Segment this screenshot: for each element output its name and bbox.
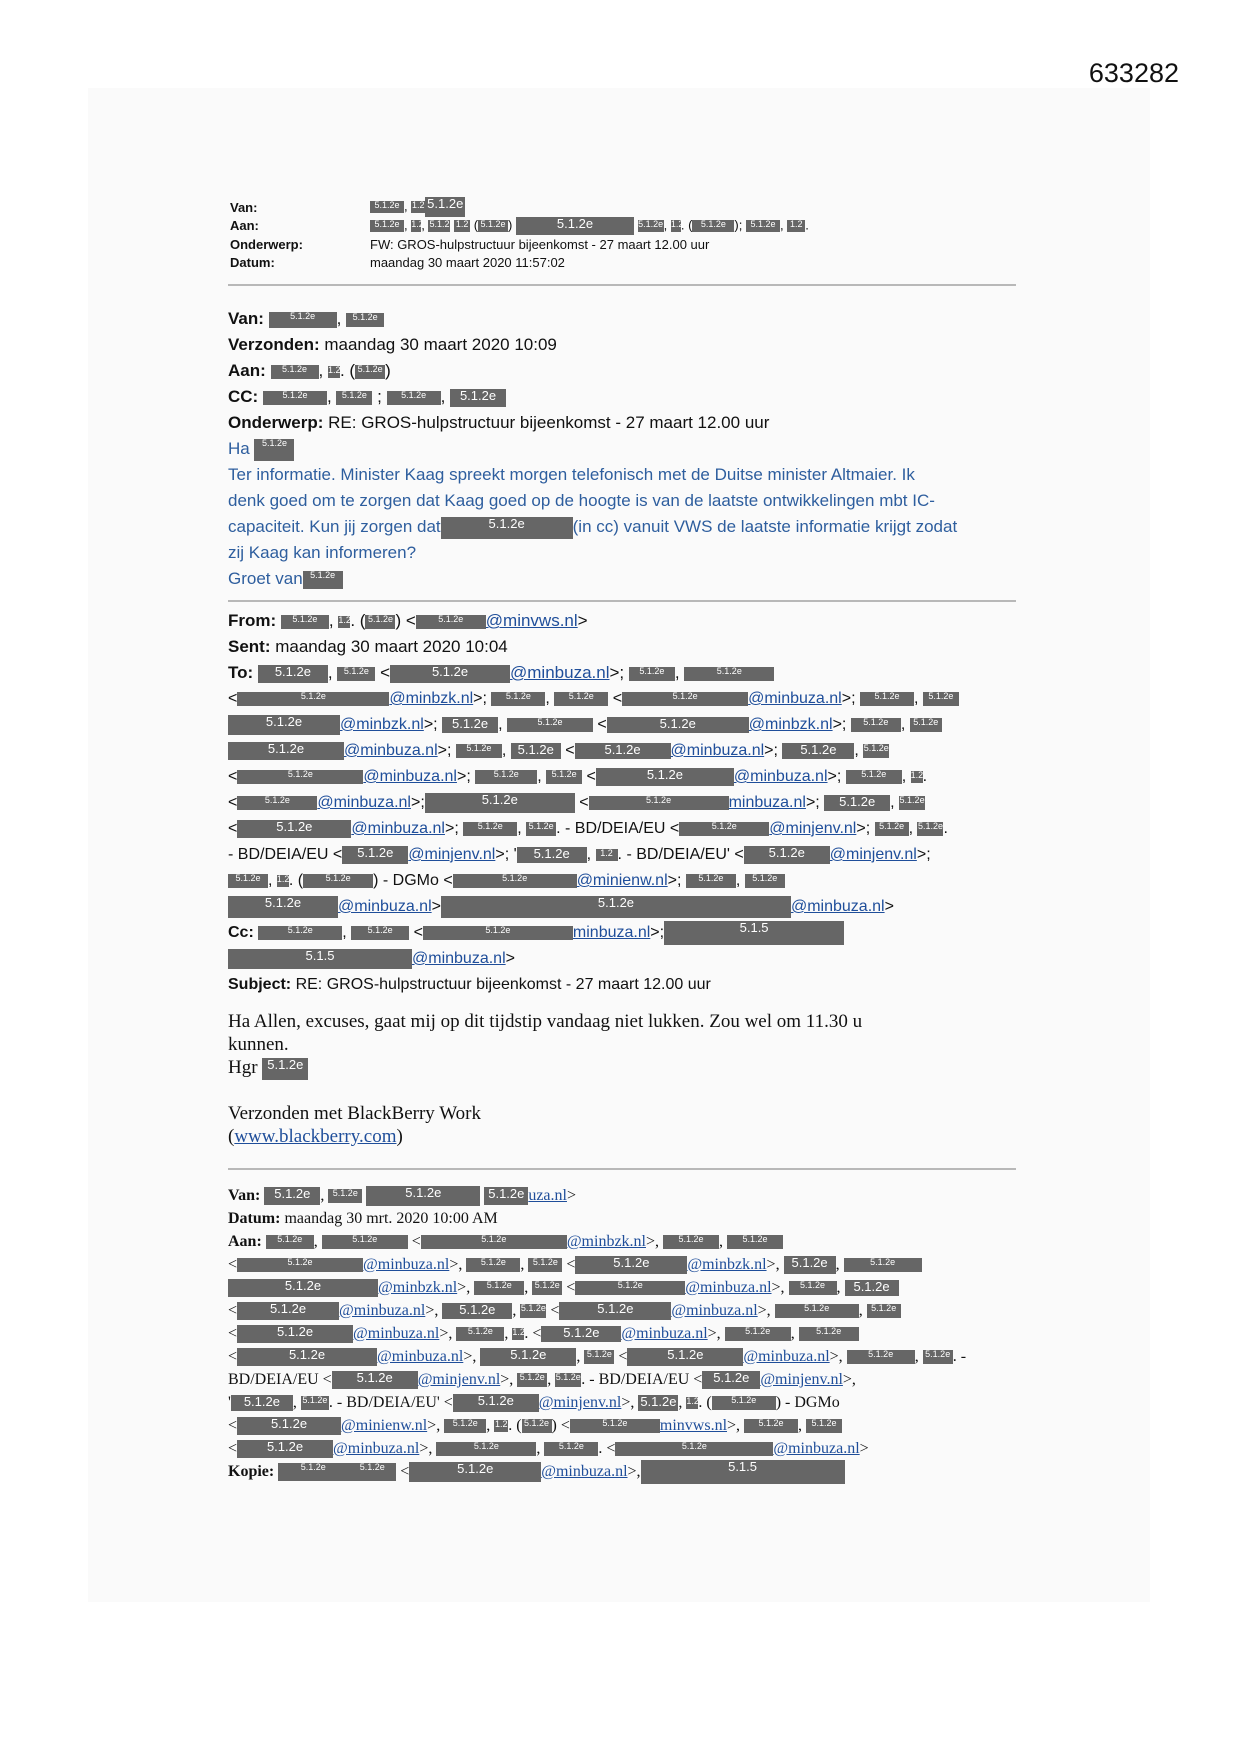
redaction: 5.1.2e: [484, 1187, 528, 1205]
recipient-line: 5.1.2e @minbuza.nl>; 5.1.2e , 5.1.2e < 5.1.2e @minbuza.nl>; 5.1.2e , 5.1.2e: [228, 738, 1018, 764]
mail1-cc: CC: 5.1.2e , 5.1.2e ; 5.1.2e , 5.1.2e: [228, 384, 1018, 410]
mail1-van: Van: 5.1.2e , 5.1.2e: [228, 306, 1018, 332]
mail-3: [228, 1184, 1018, 1483]
redaction: 5.1.2e: [725, 1327, 791, 1341]
redaction: 5.1.2e: [303, 874, 373, 888]
redaction: 1.2: [512, 1328, 524, 1340]
redaction: 5.1.2e: [346, 313, 384, 327]
redaction: 5.1.2e: [423, 926, 573, 940]
header-van: Van: 5.1.2e , 1.2 5.1.2e: [230, 198, 809, 217]
email-link[interactable]: @minbzk.nl: [389, 690, 474, 707]
redaction: 5.1.2e: [478, 220, 508, 232]
forward-header: [230, 198, 809, 272]
redaction: 5.1.2e: [875, 822, 909, 836]
redaction: 5.1.2e: [663, 1235, 719, 1249]
redaction: 5.1.2e: [516, 217, 634, 235]
email-link[interactable]: minbuza.nl: [572, 924, 651, 941]
redaction: 5.1.2e: [453, 1394, 539, 1412]
redaction: 5.1.2e: [278, 1463, 348, 1481]
redaction: 5.1.2e: [442, 717, 498, 733]
redaction: 5.1.2e: [844, 1258, 922, 1272]
redaction: 5.1.2e: [281, 615, 329, 629]
redaction: 5.1.2e: [441, 896, 791, 918]
email-link[interactable]: @minjenv.nl: [760, 1371, 843, 1388]
redaction: 5.1.2e: [923, 692, 959, 706]
header-aan: Aan: 5.1.2e , 1.2, 5.1.2 1.2 ( 5.1.2e ) 5.1.2e 5.1.2e, 1.2. ( 5.1.2e ); 5.1.2e , 1.2 .: [230, 215, 809, 234]
redaction: 5.1.2e: [712, 1396, 776, 1410]
redaction: 5.1.2e: [336, 391, 372, 405]
mail2-from: From: 5.1.2e , 1.2. ( 5.1.2e ) < 5.1.2e @minvws.nl>: [228, 611, 588, 630]
redaction: 1.2: [671, 220, 681, 232]
email-link[interactable]: @minbuza.nl: [790, 898, 885, 915]
redaction: 5.1.2e: [917, 822, 943, 836]
redaction: 5.1.2e: [463, 822, 517, 836]
redaction: 5.1.2e: [522, 1419, 552, 1433]
redaction: 5.1.2e: [450, 389, 506, 407]
redaction: 5.1.2e: [409, 1462, 541, 1482]
redaction: 5.1.2e: [254, 439, 294, 461]
redaction: 5.1.2e: [337, 667, 375, 681]
recipient-line: BD/DEIA/EU < 5.1.2e @minjenv.nl>, 5.1.2e , 5.1.2e. - BD/DEIA/EU < 5.1.2e @minjenv.nl>,: [228, 1370, 856, 1388]
redaction: 1.2: [411, 201, 425, 213]
email-link[interactable]: @minjenv.nl: [538, 1394, 622, 1411]
redaction: 5.1.2e: [237, 1440, 333, 1458]
redaction: 5.1.2e: [789, 1281, 837, 1295]
redaction: 5.1.2e: [425, 793, 575, 813]
redaction: 5.1.2e: [555, 1373, 581, 1387]
redaction: 5.1.2e: [554, 692, 608, 706]
redaction: 5.1.2e: [799, 1327, 859, 1341]
recipient-line: < 5.1.2e @minbuza.nl>, 5.1.2e , 5.1.2e < 5.1.2e @minbzk.nl>, 5.1.2e , 5.1.2e: [228, 1253, 1018, 1276]
recipient-line: 5.1.2e @minbuza.nl> 5.1.2e @minbuza.nl>: [228, 894, 1018, 920]
redaction: 5.1.2e: [351, 926, 409, 940]
redaction: 5.1.2e: [303, 571, 343, 589]
email-link[interactable]: @minbuza.nl: [621, 1325, 708, 1342]
redaction: 5.1.2e: [702, 1371, 760, 1389]
mail-2-recipients: [228, 686, 1018, 998]
redaction: 5.1.2e: [228, 742, 344, 760]
redaction: 5.1.2e: [846, 770, 902, 784]
email-link[interactable]: @minbuza.nl: [685, 1279, 772, 1296]
recipient-line: ' 5.1.2e , 5.1.2e. - BD/DEIA/EU' < 5.1.2e @minjenv.nl>, 5.1.2e , 1.2. ( 5.1.2e ) - DGMo: [228, 1393, 840, 1411]
redaction: 5.1.2e: [237, 1302, 339, 1320]
email-link[interactable]: @minbuza.nl: [333, 1440, 420, 1457]
redaction: 5.1.2e: [387, 391, 441, 405]
redaction: 5.1.2e: [575, 1281, 685, 1295]
redaction: 5.1.2e: [517, 847, 587, 863]
redaction: 5.1.2e: [744, 846, 830, 864]
redaction: 5.1.2e: [348, 1463, 396, 1481]
redaction: 1.2: [596, 849, 618, 861]
redaction: 5.1.2e: [692, 220, 734, 232]
redaction: 1.2: [787, 220, 805, 232]
email-link[interactable]: @minbuza.nl: [351, 820, 445, 837]
redaction: 5.1.2e: [264, 1187, 320, 1205]
divider: [228, 284, 1016, 286]
redaction: 5.1.2e: [679, 822, 769, 836]
mail2-sent: Sent: maandag 30 maart 2020 10:04: [228, 637, 508, 656]
redaction: 5.1.2e: [475, 770, 537, 784]
redaction: 5.1.2e: [421, 1235, 567, 1249]
email-link[interactable]: @minbuza.nl: [338, 898, 432, 915]
header-datum: Datum: maandag 30 maart 2020 11:57:02: [230, 255, 565, 271]
redaction: 5.1.2e: [559, 1302, 671, 1320]
recipient-line: 5.1.2e @minbzk.nl>, 5.1.2e , 5.1.2e < 5.1.2e @minbuza.nl>, 5.1.2e , 5.1.2e: [228, 1276, 1018, 1299]
divider: [228, 600, 1016, 602]
redaction: 5.1.2e: [237, 820, 351, 838]
recipient-line: < 5.1.2e @minienw.nl>, 5.1.2e , 1.2. ( 5.1.2e ) < 5.1.2e minvws.nl>, 5.1.2e , 5.1.2e: [228, 1414, 1018, 1437]
email-link[interactable]: @minbuza.nl: [339, 1302, 426, 1319]
redaction: 5.1.2e: [546, 770, 582, 784]
email-link[interactable]: @minjenv.nl: [829, 846, 917, 863]
email-link[interactable]: @minjenv.nl: [769, 820, 857, 837]
email-link[interactable]: minbuza.nl: [728, 794, 806, 811]
mail3-van: Van: 5.1.2e , 5.1.2e 5.1.2e 5.1.2e uza.nl>: [228, 1184, 1018, 1207]
redaction: 5.1.2e: [228, 874, 268, 888]
redaction: 5.1.2e: [867, 1304, 901, 1318]
redaction: 5.1.2e: [441, 517, 573, 539]
redaction: 5.1.2e: [365, 615, 395, 629]
email-link[interactable]: @minbuza.nl: [733, 768, 828, 785]
redaction: 5.1.2e: [686, 874, 736, 888]
redaction: 5.1.2e: [575, 743, 671, 759]
header-onderwerp: Onderwerp: FW: GROS-hulpstructuur bijeenkomst - 27 maart 12.00 uur: [230, 236, 710, 252]
redaction: 5.1.2e: [466, 1258, 520, 1272]
redaction: 5.1.2e: [544, 1442, 598, 1456]
redaction: 5.1.2e: [596, 768, 734, 786]
redaction: 5.1.2e: [615, 1442, 773, 1456]
mail2-cc: Cc: 5.1.2e , 5.1.2e < 5.1.2e minbuza.nl>; 5.1.5: [228, 920, 1018, 946]
redaction: 1.2: [911, 771, 923, 783]
redaction: 5.1.2e: [237, 1348, 377, 1366]
recipient-line: 5.1.2e , 1.2. ( 5.1.2e ) - DGMo < 5.1.2e @minienw.nl>; 5.1.2e , 5.1.2e: [228, 868, 1018, 894]
redaction: 5.1.2e: [532, 1281, 562, 1295]
redaction: 5.1.2e: [301, 1396, 329, 1410]
redaction: 5.1.2e: [266, 1235, 314, 1249]
mail-1: [228, 306, 1018, 592]
email-link[interactable]: @minbuza.nl: [363, 1256, 450, 1273]
redaction: 5.1.2: [428, 220, 450, 232]
redaction: 5.1.2e: [237, 770, 363, 784]
email-link[interactable]: @minbuza.nl: [510, 663, 610, 682]
redaction: 5.1.2e: [491, 692, 545, 706]
redaction: 5.1.2e: [237, 1325, 353, 1343]
redaction: 5.1.2e: [847, 1350, 915, 1364]
recipient-line: 5.1.2e @minbzk.nl>; 5.1.2e , 5.1.2e < 5.1.2e @minbzk.nl>; 5.1.2e , 5.1.2e: [228, 712, 1018, 738]
redaction: 5.1.2e: [444, 1419, 486, 1433]
redaction: 5.1.2e: [425, 197, 465, 217]
redaction: 5.1.2e: [860, 692, 914, 706]
email-link[interactable]: @minbuza.nl: [541, 1463, 628, 1480]
redaction: 5.1.2e: [640, 1394, 677, 1410]
redaction: 5.1.2e: [416, 615, 486, 629]
redaction: 5.1.2e: [745, 874, 785, 888]
redaction: 5.1.2e: [237, 1417, 341, 1435]
redaction: 5.1.2e: [541, 1326, 621, 1342]
redaction: 5.1.2e: [570, 1419, 660, 1433]
redaction: 5.1.2e: [474, 1281, 524, 1295]
redaction: 5.1.2e: [456, 1327, 504, 1341]
redaction: 5.1.5: [664, 921, 844, 945]
divider: [228, 1168, 1016, 1170]
recipient-line: < 5.1.2e @minbuza.nl>; 5.1.2e , 5.1.2e . - BD/DEIA/EU < 5.1.2e @minjenv.nl>; 5.1.2e , 5.1.2e.: [228, 818, 948, 837]
redaction: 5.1.2e: [684, 667, 774, 681]
redaction: 5.1.2e: [851, 718, 901, 732]
redaction: 5.1.2e: [775, 1304, 859, 1318]
redaction: 5.1.2e: [237, 796, 317, 810]
redaction: 5.1.2e: [824, 795, 890, 811]
redaction: 5.1.2e: [366, 1186, 480, 1206]
redaction: 5.1.2e: [228, 896, 338, 918]
redaction: 5.1.2e: [228, 715, 340, 735]
redaction: 5.1.2e: [575, 1256, 687, 1274]
document-id: 633282: [1088, 58, 1179, 88]
email-link[interactable]: @minbuza.nl: [773, 1440, 860, 1457]
recipient-line: - BD/DEIA/EU < 5.1.2e @minjenv.nl>; ' 5.1.2e , 1.2 . - BD/DEIA/EU' < 5.1.2e @minjenv.nl>;: [228, 844, 931, 863]
email-link[interactable]: @minienw.nl: [576, 872, 668, 889]
redaction: 5.1.2e: [370, 201, 404, 213]
recipient-line: < 5.1.2e @minbuza.nl>, 5.1.2e , 5.1.2e < 5.1.2e @minbuza.nl>, 5.1.2e , 5.1.2e: [228, 1299, 1018, 1322]
recipient-line: < 5.1.2e @minbuza.nl>; 5.1.2e , 5.1.2e < 5.1.2e @minbuza.nl>; 5.1.2e , 1.2.: [228, 766, 928, 785]
redaction: 5.1.2e: [258, 926, 342, 940]
mail1-onderwerp: Onderwerp: RE: GROS-hulpstructuur bijeenkomst - 27 maart 12.00 uur: [228, 413, 770, 432]
email-link[interactable]: @minbuza.nl: [743, 1348, 830, 1365]
redaction: 5.1.2e: [442, 1303, 512, 1319]
email-link[interactable]: @minbzk.nl: [340, 716, 424, 733]
recipient-line: < 5.1.2e @minbuza.nl>, 5.1.2e , 5.1.2e . < 5.1.2e @minbuza.nl>: [228, 1439, 869, 1457]
redaction: 1.2: [328, 366, 340, 378]
redaction: 5.1.2e: [627, 1348, 743, 1366]
redaction: 5.1.2e: [258, 665, 328, 683]
redaction: 5.1.2e: [507, 718, 593, 732]
redaction: 5.1.2e: [231, 1395, 293, 1411]
email-link[interactable]: @minbuza.nl: [344, 742, 438, 759]
redaction: 5.1.2e: [390, 665, 510, 683]
mail1-body: denk goed om te zorgen dat Kaag goed op de hoogte is van de laatste ontwikkelingen mbt IC-: [228, 491, 935, 510]
redaction: 5.1.2e: [237, 1258, 363, 1272]
redaction: 5.1.2e: [453, 874, 577, 888]
redaction: 5.1.5: [228, 949, 412, 969]
recipient-line: 5.1.5 @minbuza.nl>: [228, 946, 1018, 972]
mail1-closing: Groet van 5.1.2e: [228, 566, 1018, 592]
mail-2-body: Ha Allen, excuses, gaat mij op dit tijdstip vandaag niet lukken. Zou wel om 11.30 u kunnen. Hgr 5.1.2e Verzonden met BlackBerry Work (www.blackberry.com): [228, 1011, 863, 1147]
email-link[interactable]: @minbuza.nl: [671, 1302, 758, 1319]
email-link[interactable]: minvws.nl: [659, 1417, 728, 1434]
redaction: 5.1.2e: [784, 1256, 836, 1274]
email-link[interactable]: @minjenv.nl: [408, 846, 496, 863]
redaction: 5.1.2e: [744, 1419, 798, 1433]
mail1-body: capaciteit. Kun jij zorgen dat 5.1.2e (in cc) vanuit VWS de laatste informatie krijgt zodat: [228, 514, 1018, 540]
redaction: 5.1.2e: [436, 1442, 536, 1456]
mail1-body: zij Kaag kan informeren?: [228, 543, 417, 562]
redaction: 5.1.2e: [517, 1373, 547, 1387]
recipient-line: < 5.1.2e @minbuza.nl>; 5.1.2e < 5.1.2e minbuza.nl>; 5.1.2e , 5.1.2e: [228, 791, 925, 811]
blackberry-link[interactable]: www.blackberry.com: [234, 1126, 397, 1147]
redaction: 1.2: [277, 875, 289, 887]
redaction: 1.2: [411, 220, 421, 232]
redaction: 5.1.2e: [528, 1258, 562, 1272]
redaction: 5.1.2e: [355, 365, 385, 379]
redaction: 5.1.2e: [899, 796, 925, 810]
redaction: 1.2: [454, 220, 470, 232]
redaction: 5.1.2e: [237, 692, 389, 706]
redaction: 5.1.2e: [629, 667, 675, 681]
redaction: 5.1.2e: [480, 1348, 576, 1366]
redaction: 5.1.2e: [269, 312, 337, 328]
email-link[interactable]: @minbuza.nl: [377, 1348, 464, 1365]
email-link[interactable]: @minbzk.nl: [378, 1279, 458, 1296]
redaction: 5.1.2e: [589, 796, 729, 810]
email-link[interactable]: uza.nl: [528, 1187, 567, 1204]
redaction: 5.1.2e: [328, 1189, 362, 1203]
mail1-greeting: Ha 5.1.2e: [228, 436, 1018, 462]
mail2-to: To: 5.1.2e , 5.1.2e < 5.1.2e @minbuza.nl>; 5.1.2e , 5.1.2e: [228, 660, 1018, 686]
redaction: 5.1.5: [641, 1460, 845, 1484]
email-link[interactable]: @minbuza.nl: [412, 950, 506, 967]
recipient-line: < 5.1.2e @minbzk.nl>; 5.1.2e , 5.1.2e < 5.1.2e @minbuza.nl>; 5.1.2e , 5.1.2e: [228, 686, 1018, 712]
email-link[interactable]: @minjenv.nl: [417, 1371, 501, 1388]
redaction: 5.1.2e: [910, 718, 942, 732]
redaction: 5.1.2e: [456, 744, 502, 758]
redaction: 5.1.2e: [332, 1371, 418, 1389]
redaction: 5.1.2e: [782, 743, 854, 759]
redaction: 5.1.2e: [262, 1058, 308, 1080]
email-link[interactable]: @minbzk.nl: [566, 1233, 646, 1250]
redaction: 5.1.2e: [727, 1235, 783, 1249]
redaction: 5.1.2e: [638, 220, 664, 232]
email-link[interactable]: @minbuza.nl: [748, 690, 842, 707]
email-link[interactable]: @minbuza.nl: [363, 768, 457, 785]
redaction: 5.1.2e: [520, 1304, 546, 1318]
email-link[interactable]: @minbuza.nl: [317, 794, 411, 811]
redaction: 5.1.2e: [370, 220, 404, 232]
redaction: 5.1.2e: [228, 1279, 378, 1297]
mail1-aan: Aan: 5.1.2e , 1.2. ( 5.1.2e ): [228, 361, 391, 380]
redaction: 5.1.2e: [845, 1280, 899, 1296]
redaction: 5.1.2e: [607, 717, 749, 733]
mail3-aan: Aan: 5.1.2e , 5.1.2e < 5.1.2e @minbzk.nl>, 5.1.2e , 5.1.2e: [228, 1230, 1018, 1253]
redaction: 5.1.2e: [806, 1419, 842, 1433]
mail3-datum: Datum: maandag 30 mrt. 2020 10:00 AM: [228, 1210, 498, 1227]
redaction: 1.2: [494, 1420, 508, 1432]
redaction: 5.1.2e: [263, 391, 327, 405]
redaction: 5.1.2e: [271, 365, 319, 379]
redaction: 5.1.2e: [584, 1350, 614, 1364]
mail3-kopie: Kopie: 5.1.2e 5.1.2e < 5.1.2e @minbuza.nl>, 5.1.5: [228, 1460, 1018, 1483]
email-link[interactable]: @minvws.nl: [485, 611, 578, 630]
redaction: 5.1.2e: [622, 692, 748, 706]
email-link[interactable]: @minbzk.nl: [687, 1256, 767, 1273]
recipient-line: < 5.1.2e @minbuza.nl>, 5.1.2e , 5.1.2e < 5.1.2e @minbuza.nl>, 5.1.2e , 5.1.2e . -: [228, 1347, 967, 1365]
redaction: 5.1.2e: [322, 1235, 408, 1249]
redaction: 5.1.2e: [923, 1350, 953, 1364]
redaction: 5.1.2e: [342, 846, 408, 864]
email-link[interactable]: @minbzk.nl: [748, 716, 833, 733]
redaction: 5.1.2e: [863, 744, 889, 758]
email-link[interactable]: @minbuza.nl: [353, 1325, 440, 1342]
redaction: 1.2: [686, 1397, 698, 1409]
redaction: 1.2: [338, 616, 350, 628]
redaction: 5.1.2e: [511, 743, 561, 759]
email-link[interactable]: @minienw.nl: [341, 1417, 428, 1434]
mail1-body: Ter informatie. Minister Kaag spreekt morgen telefonisch met de Duitse minister Altmaier. Ik: [228, 465, 915, 484]
redaction: 5.1.2e: [746, 220, 780, 232]
mail1-verzonden: Verzonden: maandag 30 maart 2020 10:09: [228, 335, 557, 354]
email-link[interactable]: @minbuza.nl: [670, 742, 765, 759]
mail-2-header: [228, 608, 1018, 686]
redaction: 5.1.2e: [526, 822, 556, 836]
mail2-subject: Subject: RE: GROS-hulpstructuur bijeenkomst - 27 maart 12.00 uur: [228, 976, 711, 993]
recipient-line: < 5.1.2e @minbuza.nl>, 5.1.2e , 1.2. < 5.1.2e @minbuza.nl>, 5.1.2e , 5.1.2e: [228, 1322, 1018, 1345]
